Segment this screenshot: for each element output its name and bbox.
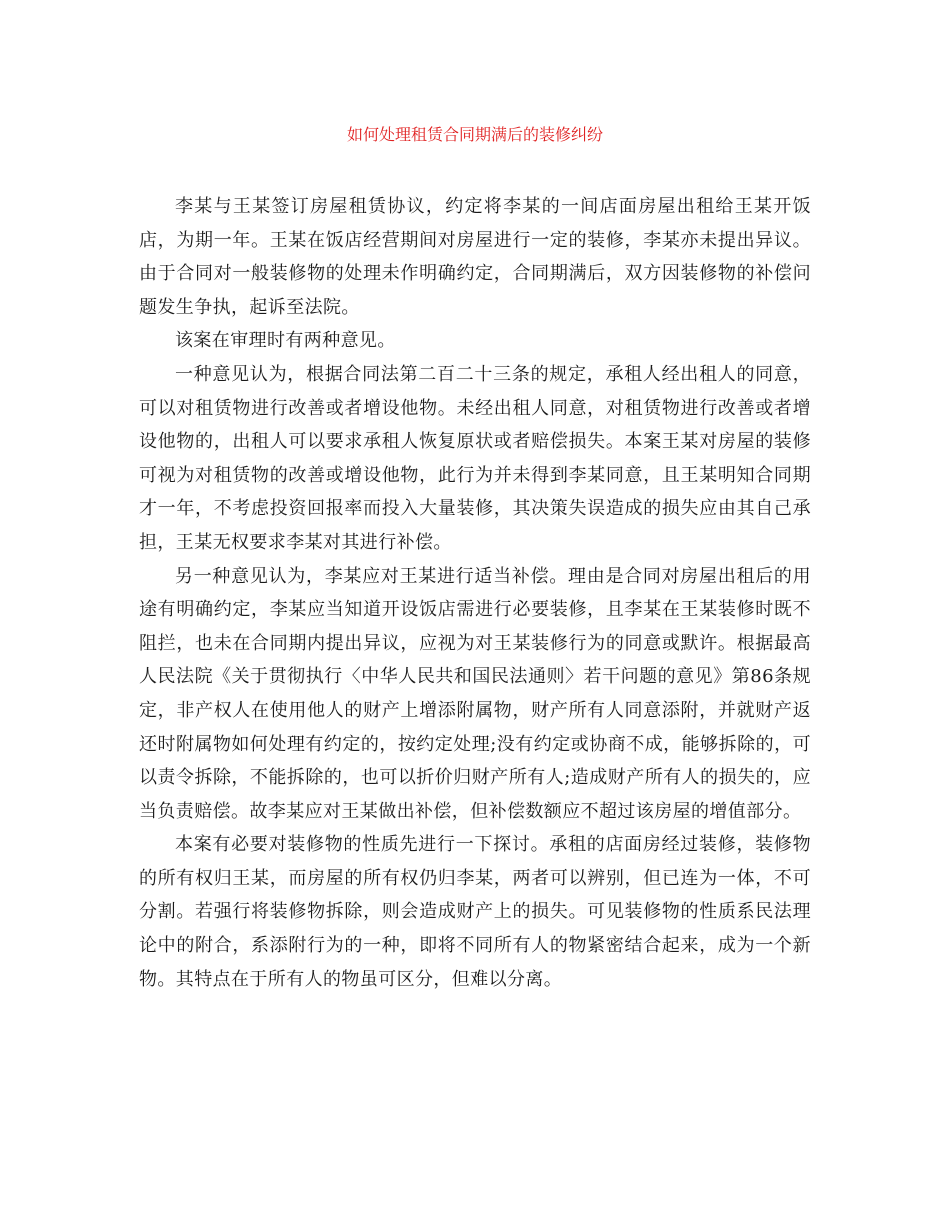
document-body [139,190,811,996]
paragraph: 本案有必要对装修物的性质先进行一下探讨。承租的店面房经过装修，装修物的所有权归王某，而房屋的所有权仍归李某，两者可以辨别，但已连为一体，不可分割。若强行将装修物拆除，则会造成财产上的损失。可见装修物的性质系民法理论中的附合，系添附行为的一种，即将不同所有人的物紧密结合起来，成为一个新物。其特点在于所有人的物虽可区分，但难以分离。 [139,834,811,990]
paragraph: 一种意见认为，根据合同法第二百二十三条的规定，承租人经出租人的同意，可以对租赁物进行改善或者增设他物。未经出租人同意，对租赁物进行改善或者增设他物的，出租人可以要求承租人恢复原状或者赔偿损失。本案王某对房屋的装修可视为对租赁物的改善或增设他物，此行为并未得到李某同意，且王某明知合同期才一年，不考虑投资回报率而投入大量装修，其决策失误造成的损失应由其自己承担，王某无权要求李某对其进行补偿。 [139,363,811,553]
paragraph: 李某与王某签订房屋租赁协议，约定将李某的一间店面房屋出租给王某开饭店，为期一年。王某在饭店经营期间对房屋进行一定的装修，李某亦未提出异议。由于合同对一般装修物的处理未作明确约定，合同期满后，双方因装修物的补偿问题发生争执，起诉至法院。 [139,196,811,318]
document-title: 如何处理租赁合同期满后的装修纠纷 [346,125,603,144]
paragraph: 另一种意见认为，李某应对王某进行适当补偿。理由是合同对房屋出租后的用途有明确约定，李某应当知道开设饭店需进行必要装修，且李某在王某装修时既不阻拦，也未在合同期内提出异议，应视为对王某装修行为的同意或默许。根据最高人民法院《关于贯彻执行〈中华人民共和国民法通则〉若干问题的意见》第86条规定，非产权人在使用他人的财产上增添附属物，财产所有人同意添附，并就财产返还时附属物如何处理有约定的，按约定处理;没有约定或协商不成，能够拆除的，可以责令拆除，不能拆除的，也可以折价归财产所有人;造成财产所有人的损失的，应当负责赔偿。故李某应对王某做出补偿，但补偿数额应不超过该房屋的增值部分。 [139,565,811,822]
paragraph: 该案在审理时有两种意见。 [175,330,396,352]
